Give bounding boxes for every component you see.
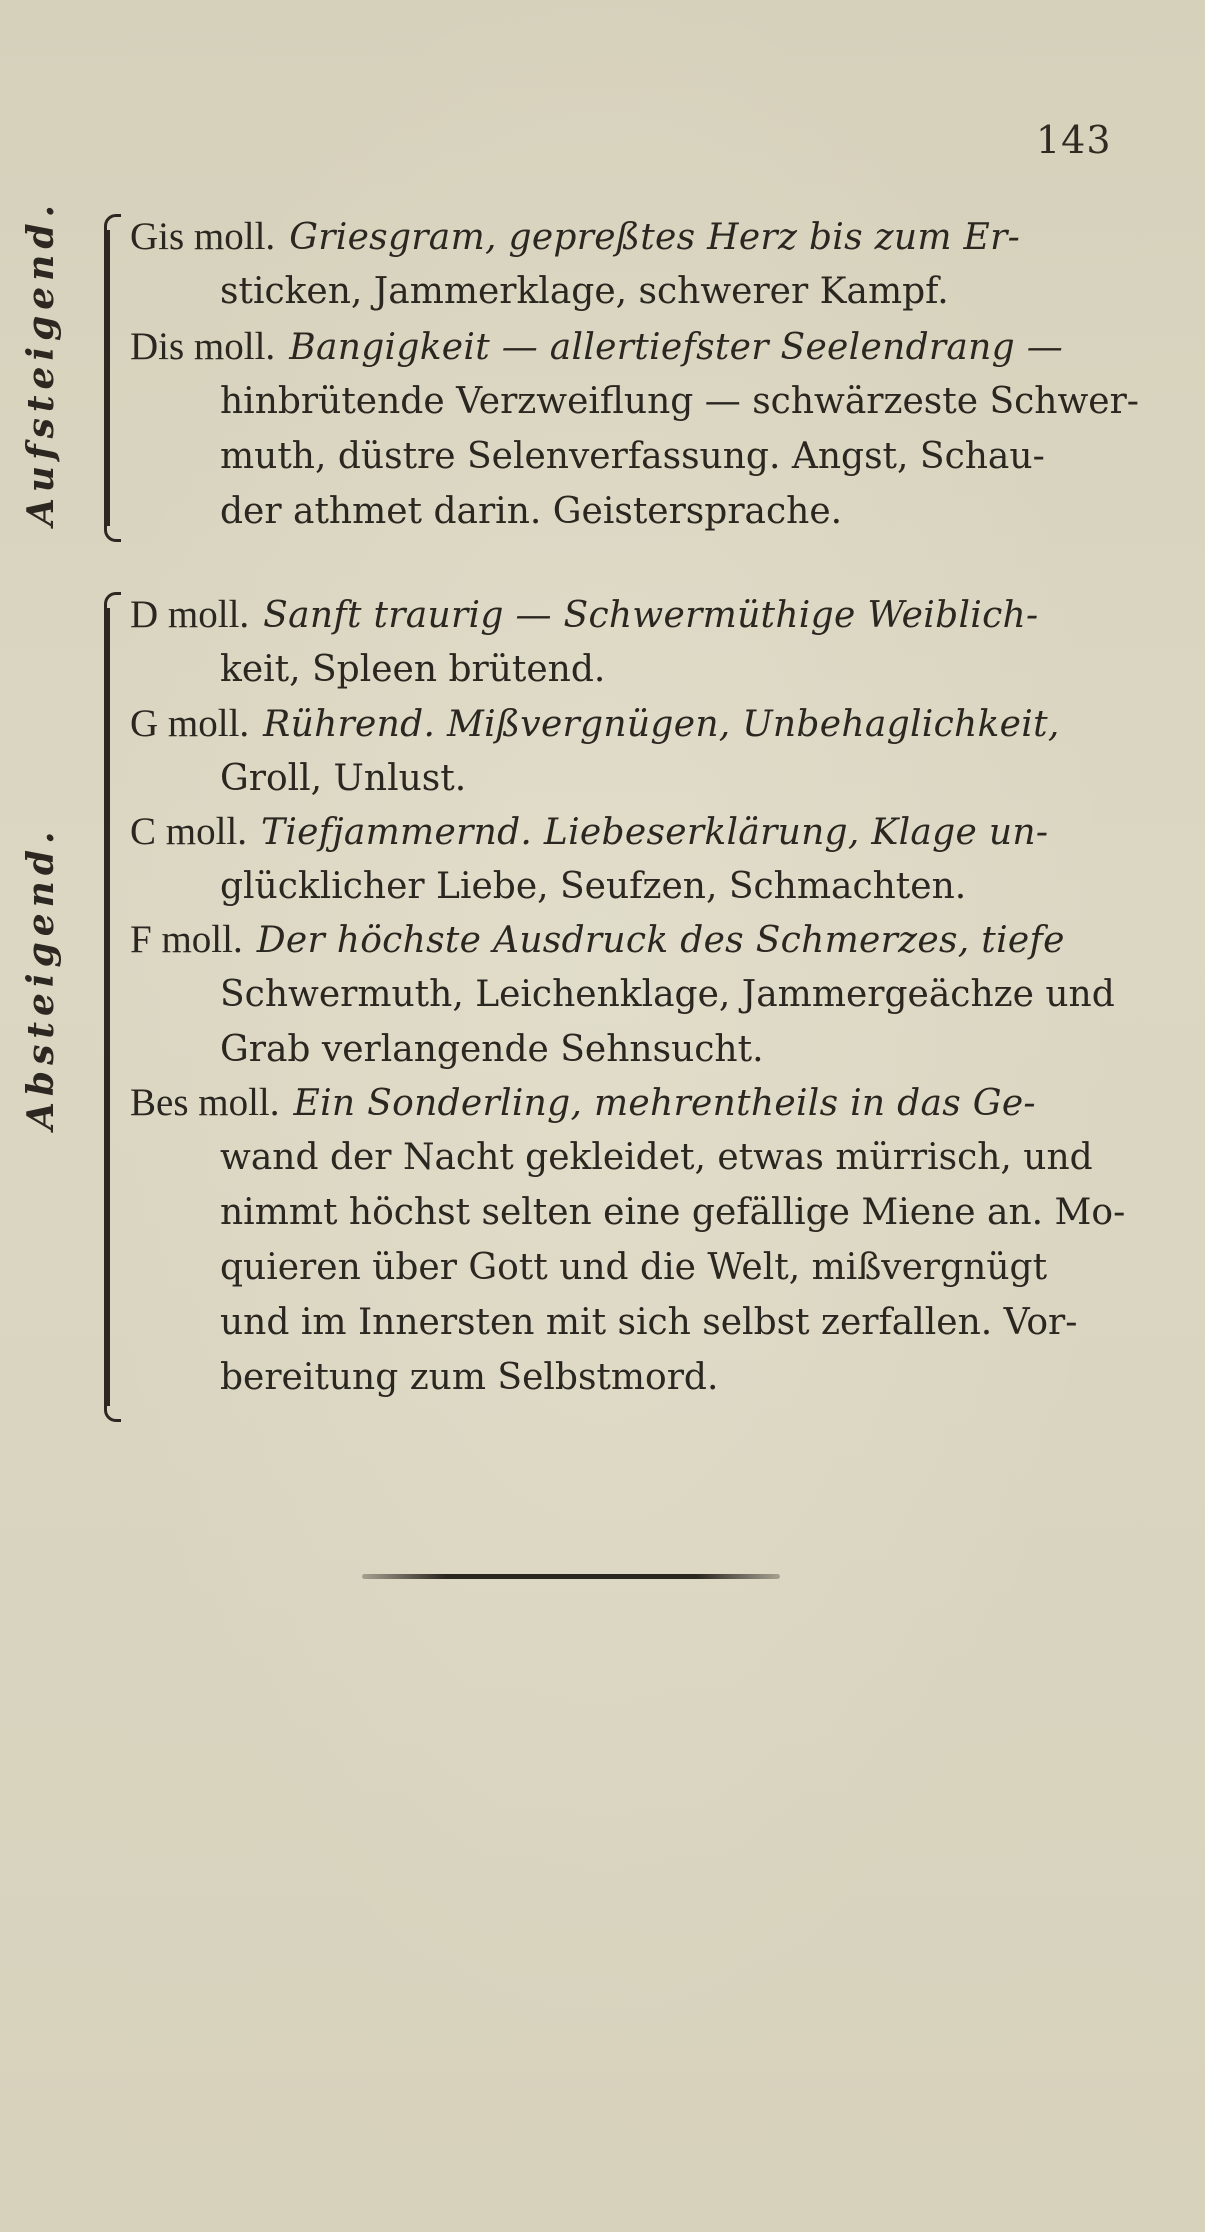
entry-line: glücklicher Liebe, Seufzen, Schmachten. — [220, 866, 967, 907]
entry-key: Dis moll. — [130, 325, 276, 368]
entry-text: Rührend. Mißvergnügen, Unbehaglichkeit, — [263, 704, 1060, 745]
entry-key: Gis moll. — [130, 215, 276, 258]
bracket-hook-top — [104, 214, 121, 231]
entry-text: Griesgram, gepreßtes Herz bis zum Er- — [289, 217, 1021, 258]
entry-first-line — [130, 1076, 1036, 1130]
page-number: 143 — [1036, 118, 1112, 162]
entry-line: wand der Nacht gekleidet, etwas mürrisch, und — [220, 1137, 1093, 1178]
entry-line: und im Innersten mit sich selbst zerfallen. Vor- — [220, 1302, 1078, 1343]
entry-line: sticken, Jammerklage, schwerer Kampf. — [220, 271, 949, 312]
entry-line: hinbrütende Verzweiflung — schwärzeste Schwer- — [220, 381, 1139, 422]
entry-line: der athmet darin. Geistersprache. — [220, 491, 843, 532]
entry-text: Ein Sonderling, mehrentheils in das Ge- — [293, 1083, 1036, 1124]
entry-line: Schwermuth, Leichenklage, Jammergeächze und — [220, 974, 1115, 1015]
section-bracket-aufsteigend — [104, 230, 126, 526]
bracket-hook-bottom — [104, 525, 121, 542]
entry-key: Bes moll. — [130, 1081, 280, 1124]
entry-key: D moll. — [130, 593, 250, 636]
entry-line: quieren über Gott und die Welt, mißvergnügt — [220, 1247, 1048, 1288]
entry-text: Tiefjammernd. Liebeserklärung, Klage un- — [261, 812, 1049, 853]
entry-text: Bangigkeit — allertiefster Seelendrang — — [289, 327, 1064, 368]
entry-key: G moll. — [130, 702, 250, 745]
entry-key: F moll. — [130, 918, 243, 961]
entry-first-line — [130, 210, 1020, 264]
entry-first-line — [130, 320, 1063, 374]
section-label-aufsteigend: Aufsteigend. — [20, 198, 62, 526]
entry-text: Sanft traurig — Schwermüthige Weiblich- — [263, 595, 1039, 636]
entry-line: Groll, Unlust. — [220, 758, 467, 799]
entry-first-line — [130, 913, 1065, 967]
entry-first-line — [130, 805, 1048, 859]
section-label-absteigend: Absteigend. — [20, 825, 62, 1130]
entry-first-line — [130, 588, 1038, 642]
entry-line: keit, Spleen brütend. — [220, 649, 606, 690]
entry-line: Grab verlangende Sehnsucht. — [220, 1029, 764, 1070]
entry-line: muth, düstre Selenverfassung. Angst, Schau- — [220, 436, 1045, 477]
closing-rule — [362, 1574, 780, 1579]
entry-line: nimmt höchst selten eine gefällige Miene an. Mo- — [220, 1192, 1126, 1233]
entry-text: Der höchste Ausdruck des Schmerzes, tiefe — [256, 920, 1065, 961]
entry-first-line — [130, 697, 1060, 751]
bracket-hook-top — [104, 592, 121, 609]
bracket-hook-bottom — [104, 1405, 121, 1422]
entry-line: bereitung zum Selbstmord. — [220, 1357, 719, 1398]
section-bracket-absteigend — [104, 608, 126, 1406]
entry-key: C moll. — [130, 810, 248, 853]
